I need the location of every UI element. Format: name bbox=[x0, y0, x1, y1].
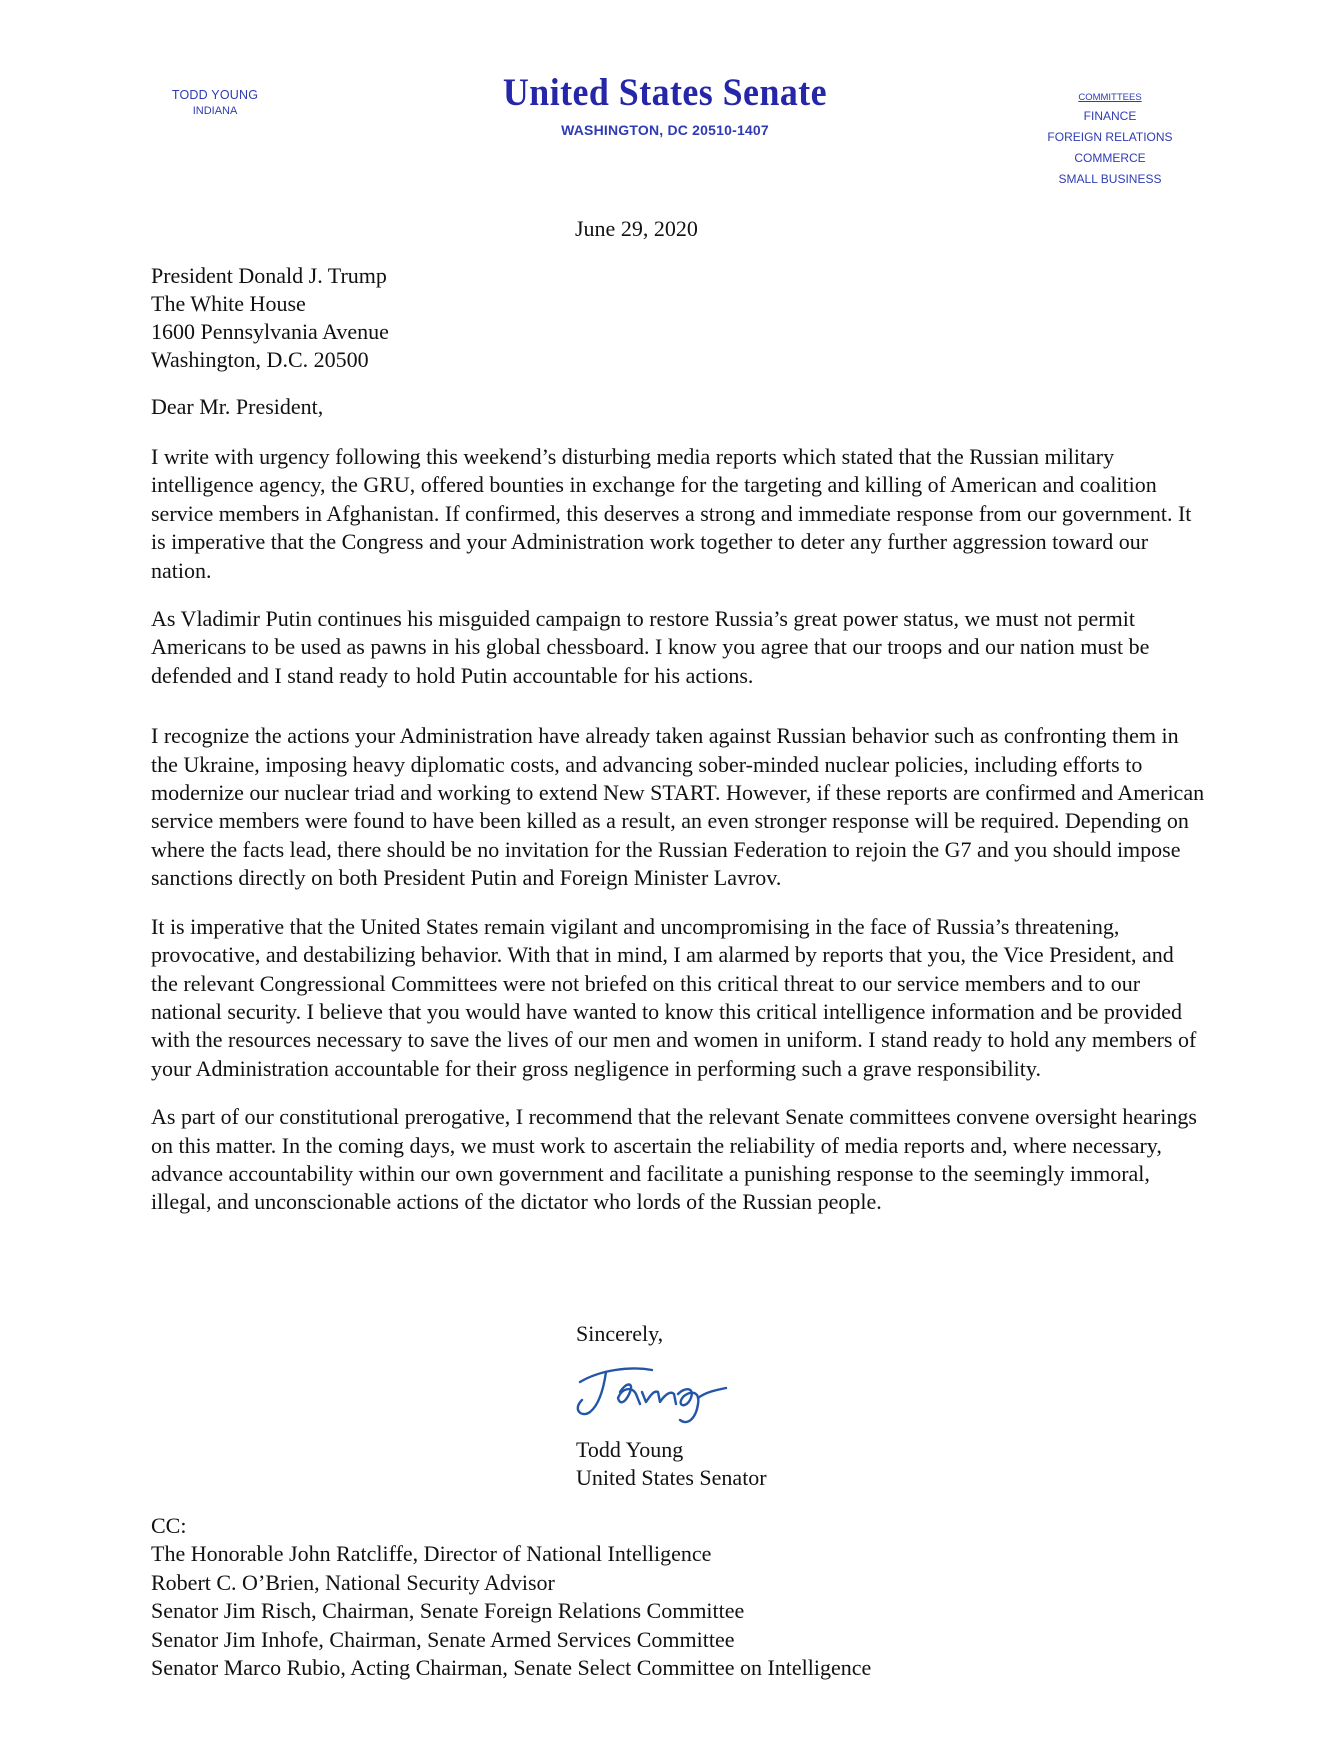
senate-address: WASHINGTON, DC 20510-1407 bbox=[561, 122, 769, 138]
letterhead-masthead bbox=[440, 70, 890, 138]
signer-title: United States Senator bbox=[576, 1465, 767, 1491]
signer-block bbox=[576, 1436, 767, 1493]
committee-item: FOREIGN RELATIONS bbox=[1047, 130, 1173, 144]
addressee-line: President Donald J. Trump bbox=[151, 263, 387, 288]
salutation: Dear Mr. President, bbox=[151, 394, 324, 419]
closing: Sincerely, bbox=[576, 1321, 664, 1346]
body-paragraph: It is imperative that the United States remain vigilant and uncompromising in the face of Russia’s threatening, provocative, and destabilizing behavior. With that in mind, I am alarmed by reports that you, the Vice President, and the relevant Congressional Committees were not briefed on this critical threat to our service members and to our national security. I believe that you would have wanted to know this critical intelligence information and be provided with the resources necessary to save the lives of our men and women in uniform. I stand ready to hold any members of your Administration accountable for their gross negligence in performing such a grave responsibility. bbox=[151, 913, 1197, 1081]
senator-state: INDIANA bbox=[192, 105, 238, 117]
addressee-line: Washington, D.C. 20500 bbox=[151, 347, 369, 372]
cc-recipient: Senator Jim Inhofe, Chairman, Senate Armed Services Committee bbox=[151, 1626, 735, 1652]
cc-block bbox=[151, 1512, 871, 1682]
senator-name: TODD YOUNG bbox=[171, 88, 259, 102]
committee-list bbox=[1020, 92, 1200, 190]
cc-recipient: Senator Marco Rubio, Acting Chairman, Senate Select Committee on Intelligence bbox=[151, 1655, 872, 1681]
cc-recipient: Senator Jim Risch, Chairman, Senate Foreign Relations Committee bbox=[151, 1598, 745, 1624]
committees-heading: COMMITTEES bbox=[1078, 92, 1142, 103]
senator-identification bbox=[140, 88, 290, 117]
committee-item: SMALL BUSINESS bbox=[1058, 172, 1162, 186]
addressee-block bbox=[151, 262, 389, 374]
addressee-line: 1600 Pennsylvania Avenue bbox=[151, 319, 389, 344]
handwritten-signature bbox=[560, 1352, 740, 1432]
cc-label: CC: bbox=[151, 1513, 187, 1538]
addressee-line: The White House bbox=[151, 291, 306, 316]
cc-recipient: Robert C. O’Brien, National Security Advisor bbox=[151, 1569, 555, 1595]
letter-body bbox=[151, 443, 1206, 1237]
letter-date: June 29, 2020 bbox=[575, 216, 698, 241]
committee-item: COMMERCE bbox=[1074, 151, 1146, 165]
cc-list bbox=[151, 1540, 871, 1682]
body-paragraph: As Vladimir Putin continues his misguided campaign to restore Russia’s great power status, we must not permit Americans to be used as pawns in his global chessboard. I know you agree that our troops and our nation must be defended and I stand ready to hold Putin accountable for his actions. bbox=[151, 606, 1150, 688]
body-paragraph: I recognize the actions your Administration have already taken against Russian behavior such as confronting them in the Ukraine, imposing heavy diplomatic costs, and advancing sober-minded nuclear policies, including efforts to modernize our nuclear triad and working to extend New START. However, if these reports are confirmed and American service members were found to have been killed as a result, an even stronger response will be required. Depending on where the facts lead, there should be no invitation for the Russian Federation to rejoin the G7 and you should impose sanctions directly on both President Putin and Foreign Minister Lavrov. bbox=[151, 723, 1205, 891]
committee-item: FINANCE bbox=[1083, 109, 1137, 123]
body-paragraph: As part of our constitutional prerogative, I recommend that the relevant Senate committees convene oversight hearings on this matter. In the coming days, we must work to ascertain the reliability of media reports and, where necessary, advance accountability within our own government and facilitate a punishing response to the seemingly immoral, illegal, and unconscionable actions of the dictator who lords of the Russian people. bbox=[151, 1104, 1197, 1215]
cc-recipient: The Honorable John Ratcliffe, Director of National Intelligence bbox=[151, 1541, 712, 1567]
signer-name: Todd Young bbox=[576, 1437, 684, 1462]
senate-title: United States Senate bbox=[502, 71, 828, 114]
body-paragraph: I write with urgency following this weekend’s disturbing media reports which stated that the Russian military intelligence agency, the GRU, offered bounties in exchange for the targeting and killing of American and coalition service members in Afghanistan. If confirmed, this deserves a strong and immediate response from our government. It is imperative that the Congress and your Administration work together to deter any further aggression toward our nation. bbox=[151, 444, 1192, 583]
